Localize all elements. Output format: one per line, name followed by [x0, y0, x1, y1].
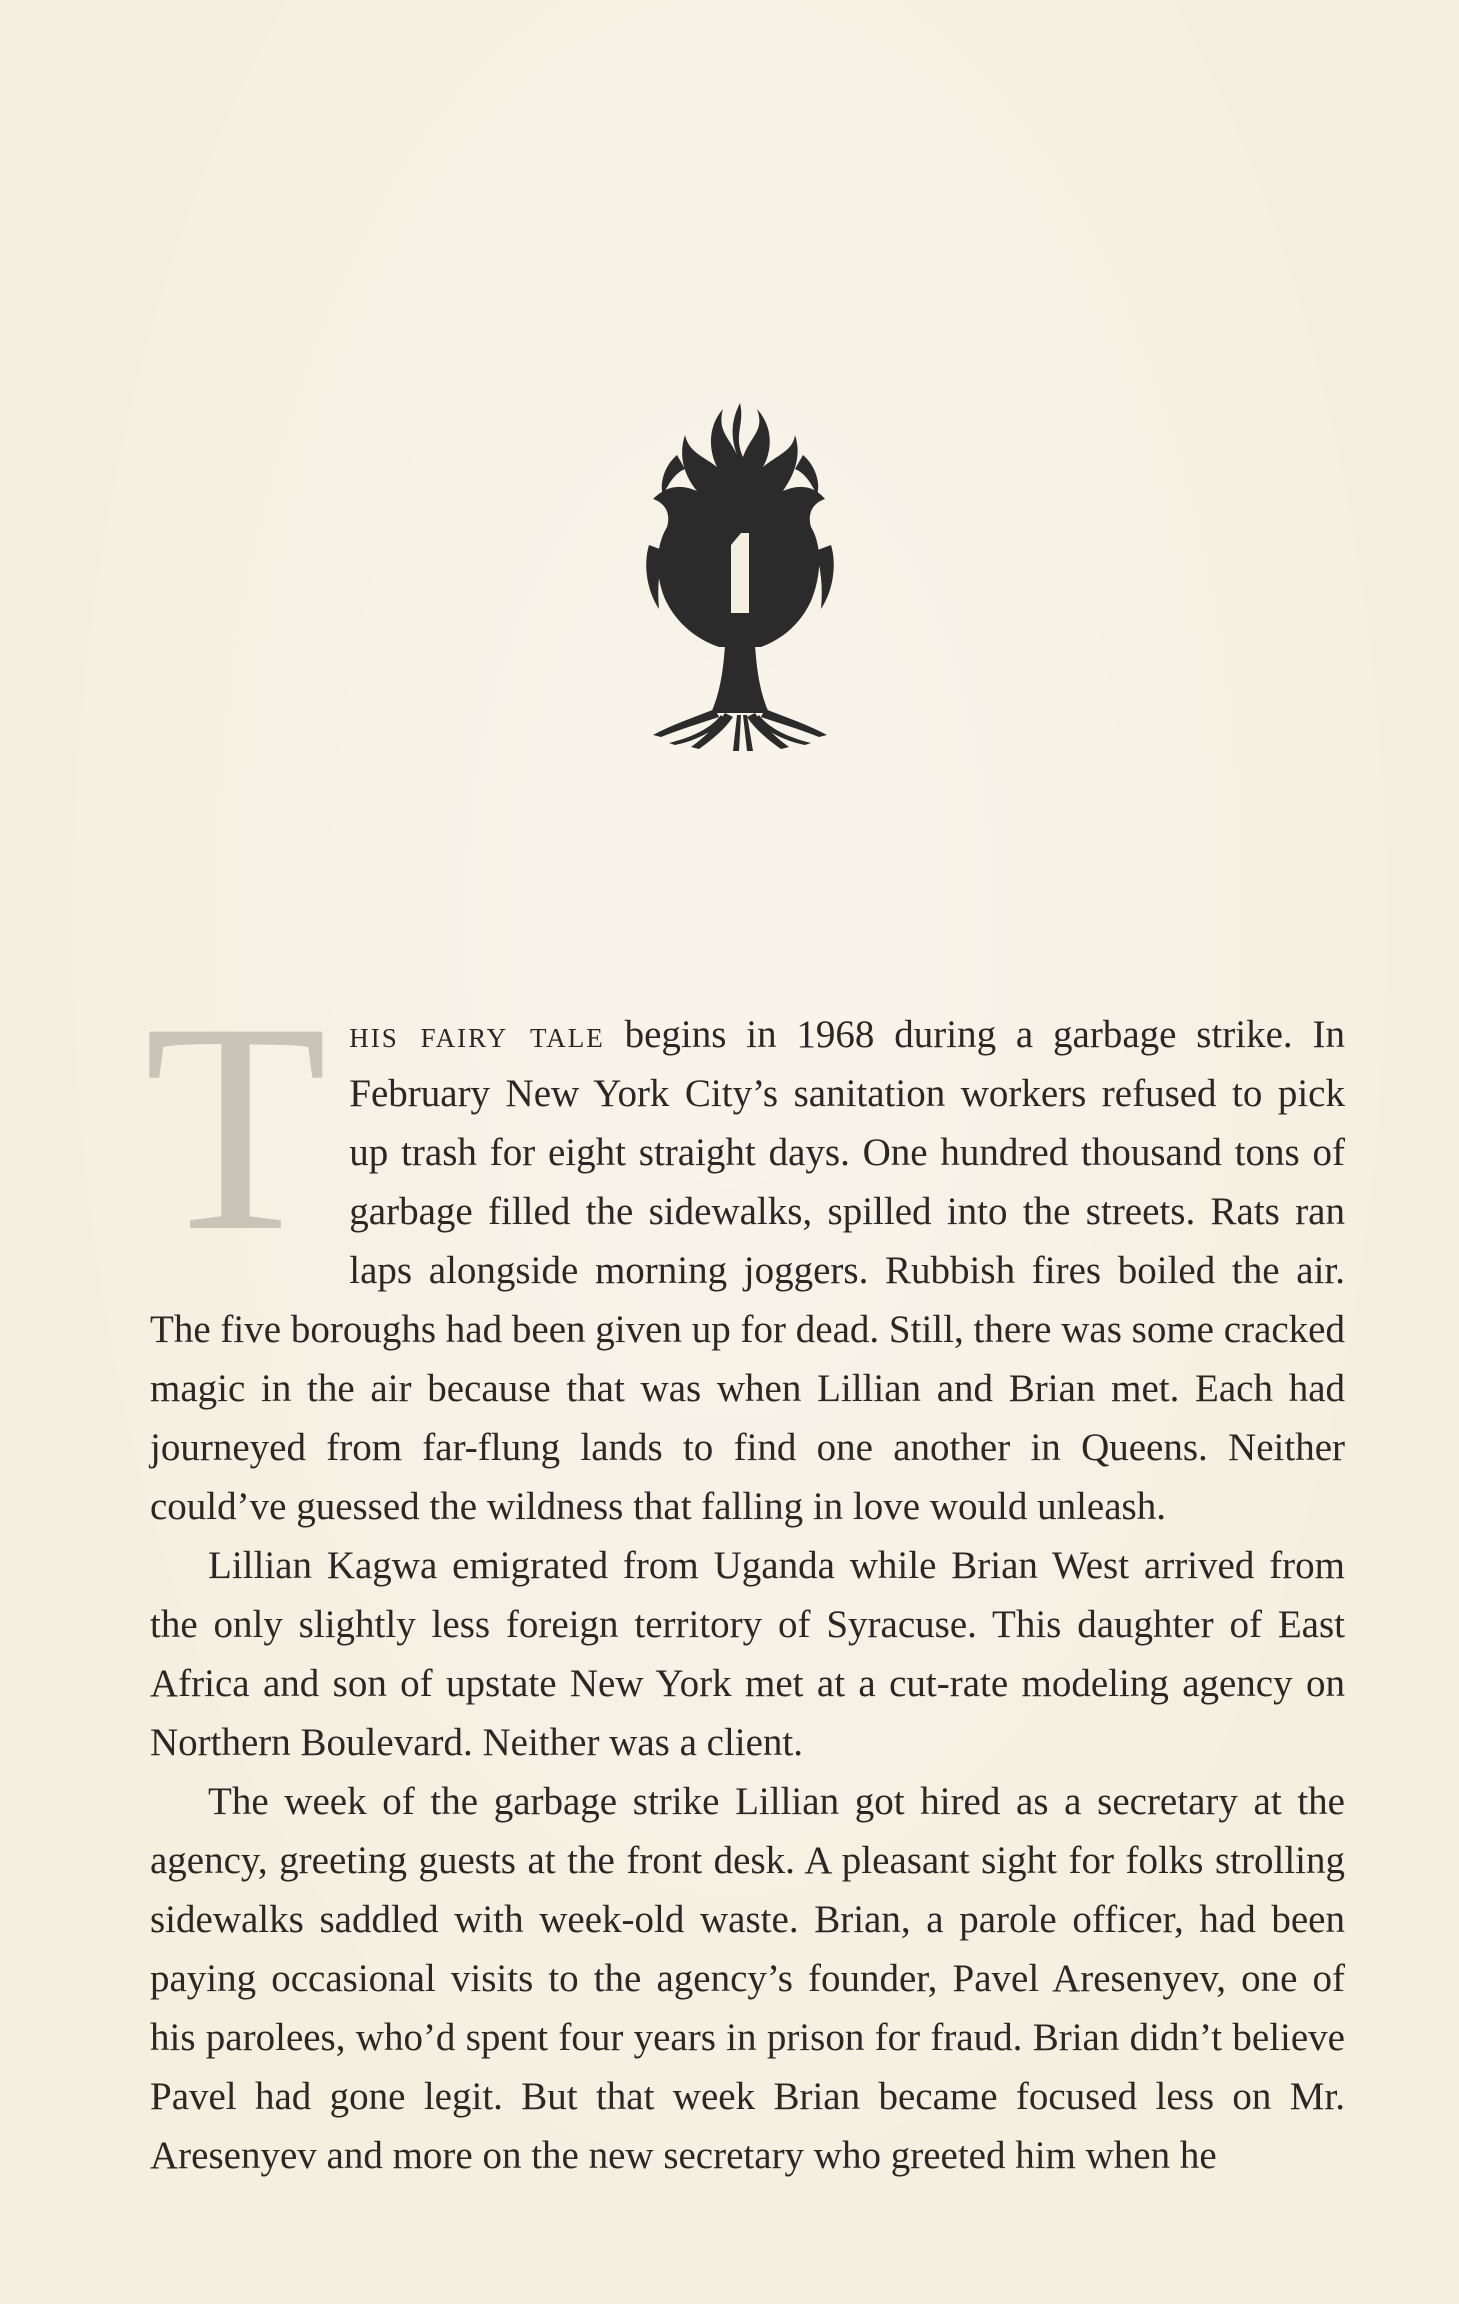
drop-cap: T: [144, 961, 328, 1293]
opening-small-caps: his fairy tale: [349, 1013, 605, 1056]
paragraph-2: Lillian Kagwa emigrated from Uganda while Brian West arrived from the only slightly less foreign territory of Syracuse. This daughter of East Africa and son of upstate New York met at a cut-rate modeling agency on Northern Boulevard. Neither was a client.: [150, 1544, 1345, 1764]
paragraph-1: [144, 961, 1345, 1536]
paragraph-3: The week of the garbage strike Lillian got hired as a secretary at the agency, greeting guests at the front desk. A pleasant sight for folks strolling sidewalks saddled with week-old waste. Brian, a parole officer, had been paying occasional visits to the agency’s founder, Pavel Aresenyev, one of his parolees, who’d spent four years in prison for fraud. Brian didn’t believe Pavel had gone legit. But that week Brian became focused less on Mr. Aresenyev and more on the new secretary who greeted him when he: [150, 1780, 1345, 2177]
paragraph-1-text: begins in 1968 during a garbage strike. In February New York City’s sanitation workers refused to pick up trash for eight straight days. One hundred thousand tons of garbage filled the sidewalks, spilled into the streets. Rats ran laps alongside morning joggers. Rubbish fires boiled the air. The five boroughs had been given up for dead. Still, there was some cracked magic in the air because that was when Lillian and Brian met. Each had journeyed from far-flung lands to find one another in Queens. Neither could’ve guessed the wildness that falling in love would unleash.: [150, 1013, 1345, 1528]
flaming-tree-icon: [625, 395, 855, 755]
chapter-text: [144, 961, 1345, 2185]
